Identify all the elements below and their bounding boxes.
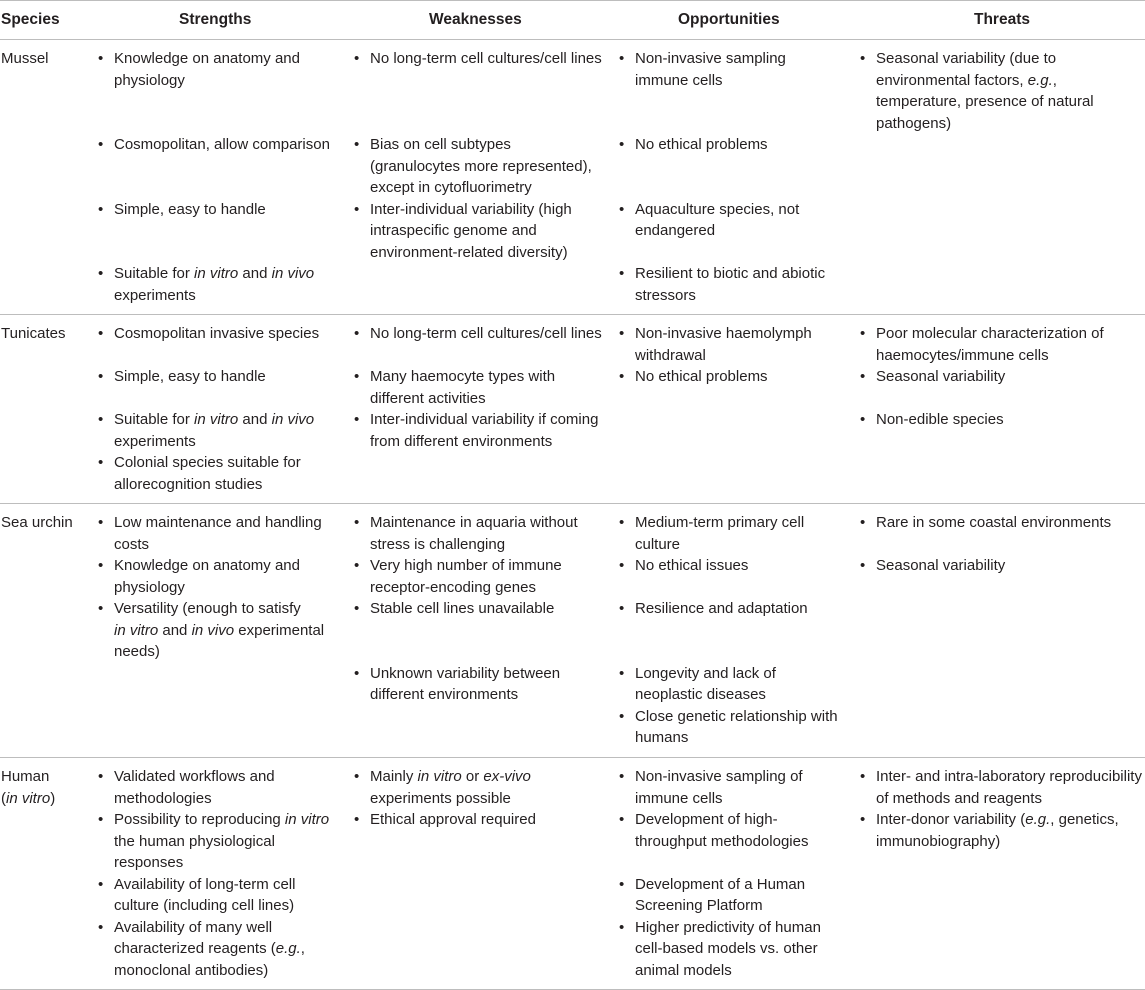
header-rule (0, 39, 1145, 40)
strengths-item (98, 263, 314, 306)
opportunities-item (619, 598, 808, 620)
strengths-item-text: Knowledge on anatomy and physiology (114, 557, 300, 596)
weaknesses-item-text: Unknown variability between different environments (370, 664, 561, 703)
opportunities-item-text: No ethical issues (635, 557, 749, 574)
header-weaknesses: Weaknesses (429, 11, 522, 28)
opportunities-item (619, 706, 838, 749)
weaknesses-item (354, 766, 531, 809)
bullet-icon: • (860, 557, 866, 574)
weaknesses-item (354, 555, 562, 598)
strengths-item (98, 766, 275, 809)
bullet-icon: • (619, 136, 625, 153)
bullet-icon: • (619, 875, 625, 893)
bullet-icon: • (860, 411, 866, 428)
opportunities-item (619, 663, 776, 706)
opportunities-item-text: Non-invasive haemolymph withdrawal (635, 325, 812, 364)
strengths-item (98, 809, 329, 874)
weaknesses-item-text: Inter-individual variability if coming from different environments (370, 411, 599, 450)
threats-item-text: Poor molecular characterization of haemocytes/immune cells (876, 325, 1104, 364)
table-top-rule (0, 0, 1145, 1)
header-strengths: Strengths (179, 11, 252, 28)
opportunities-item-text: Non-invasive sampling of immune cells (635, 768, 803, 807)
opportunities-item-text: Higher predictivity of human cell-based models vs. other animal models (635, 918, 821, 979)
weaknesses-item (354, 366, 555, 409)
species-cell: Sea urchin (1, 514, 73, 531)
bullet-icon: • (354, 811, 360, 828)
weaknesses-item (354, 323, 602, 345)
strengths-item-text: Simple, easy to handle (114, 368, 266, 385)
species-cell: Tunicates (1, 325, 66, 342)
bullet-icon: • (98, 875, 104, 893)
opportunities-item (619, 263, 825, 306)
strengths-item (98, 452, 301, 495)
strengths-item-text: Low maintenance and handling costs (114, 514, 322, 553)
bullet-icon: • (354, 600, 360, 617)
bullet-icon: • (98, 600, 104, 617)
weaknesses-item-text: Bias on cell subtypes (granulocytes more represented), except in cytofluorimetry (370, 136, 592, 196)
strengths-item (98, 917, 305, 982)
opportunities-item (619, 917, 821, 982)
bullet-icon: • (98, 411, 104, 428)
strengths-item (98, 134, 330, 156)
bullet-icon: • (860, 325, 866, 342)
threats-item-text: Seasonal variability (876, 368, 1006, 385)
bullet-icon: • (98, 136, 104, 153)
opportunities-item-text: Close genetic relationship with humans (635, 707, 838, 746)
threats-item (860, 809, 1119, 852)
bullet-icon: • (98, 768, 104, 785)
bullet-icon: • (619, 265, 625, 282)
weaknesses-item (354, 134, 592, 199)
bullet-icon: • (98, 50, 104, 67)
opportunities-item (619, 555, 748, 577)
bullet-icon: • (354, 325, 360, 342)
opportunities-item (619, 366, 768, 388)
strengths-item-text: Validated workflows and methodologies (114, 768, 275, 807)
weaknesses-item-text: Stable cell lines unavailable (370, 600, 555, 617)
bullet-icon: • (619, 707, 625, 725)
bullet-icon: • (98, 557, 104, 574)
strengths-item-text: Suitable for in vitro and in vivo experiments (114, 411, 315, 450)
bullet-icon: • (98, 265, 104, 282)
opportunities-item-text: Resilience and adaptation (635, 600, 808, 617)
opportunities-item-text: Aquaculture species, not endangered (635, 200, 800, 239)
bullet-icon: • (619, 200, 625, 218)
threats-item (860, 48, 1094, 134)
strengths-item (98, 199, 266, 221)
bullet-icon: • (354, 368, 360, 385)
bullet-icon: • (619, 50, 625, 67)
weaknesses-item (354, 663, 560, 706)
weaknesses-item-text: Ethical approval required (370, 811, 536, 828)
weaknesses-item (354, 809, 536, 831)
bullet-icon: • (619, 514, 625, 531)
threats-item-text: Rare in some coastal environments (876, 514, 1112, 531)
opportunities-item (619, 874, 805, 917)
strengths-item-text: Knowledge on anatomy and physiology (114, 50, 300, 89)
opportunities-item-text: Development of a Human Screening Platform (635, 875, 806, 914)
strengths-item (98, 555, 300, 598)
strengths-item (98, 512, 322, 555)
strengths-item-text: Cosmopolitan invasive species (114, 325, 320, 342)
bullet-icon: • (619, 918, 625, 936)
bullet-icon: • (860, 514, 866, 531)
bullet-icon: • (860, 368, 866, 385)
opportunities-item (619, 809, 808, 852)
weaknesses-item-text: Maintenance in aquaria without stress is challenging (370, 514, 578, 553)
bullet-icon: • (98, 368, 104, 385)
strengths-item (98, 409, 314, 452)
opportunities-item-text: Non-invasive sampling immune cells (635, 50, 786, 89)
bullet-icon: • (98, 200, 104, 218)
weaknesses-item (354, 512, 578, 555)
bullet-icon: • (860, 50, 866, 67)
bullet-icon: • (354, 664, 360, 682)
threats-item-text: Non-edible species (876, 411, 1004, 428)
weaknesses-item-text: Many haemocyte types with different activities (370, 368, 556, 407)
strengths-item-text: Colonial species suitable for allorecognition studies (114, 454, 301, 493)
weaknesses-item-text: Inter-individual variability (high intraspecific genome and environment-related diversity) (370, 200, 572, 261)
bullet-icon: • (98, 514, 104, 531)
row-rule (0, 757, 1145, 758)
bullet-icon: • (354, 50, 360, 67)
opportunities-item-text: Development of high- throughput methodologies (635, 811, 809, 850)
bullet-icon: • (619, 325, 625, 342)
weaknesses-item-text: Mainly in vitro or ex-vivo experiments possible (370, 768, 531, 807)
strengths-item (98, 48, 300, 91)
bullet-icon: • (619, 768, 625, 785)
opportunities-item-text: Resilient to biotic and abiotic stressors (635, 265, 826, 304)
header-threats: Threats (974, 11, 1030, 28)
strengths-item-text: Availability of many well characterized reagents (e.g., monoclonal antibodies) (114, 918, 305, 979)
strengths-item-text: Simple, easy to handle (114, 200, 266, 218)
row-rule (0, 503, 1145, 504)
weaknesses-item-text: No long-term cell cultures/cell lines (370, 50, 602, 67)
strengths-item-text: Possibility to reproducing in vitro the human physiological responses (114, 811, 330, 871)
threats-item (860, 512, 1111, 534)
bullet-icon: • (354, 557, 360, 574)
weaknesses-item (354, 409, 598, 452)
species-cell: Mussel (1, 50, 49, 67)
weaknesses-item (354, 199, 572, 264)
weaknesses-item (354, 48, 602, 70)
threats-item (860, 366, 1005, 388)
strengths-item (98, 598, 324, 663)
threats-item-text: Inter- and intra-laboratory reproducibility of methods and reagents (876, 768, 1142, 807)
threats-item (860, 766, 1142, 809)
header-opportunities: Opportunities (678, 11, 780, 28)
strengths-item (98, 874, 295, 917)
threats-item-text: Seasonal variability (due to environmental factors, e.g., temperature, presence of natural pathogens) (876, 50, 1094, 132)
bullet-icon: • (619, 557, 625, 574)
strengths-item-text: Availability of long-term cell culture (including cell lines) (114, 875, 296, 914)
bullet-icon: • (860, 768, 866, 785)
weaknesses-item-text: No long-term cell cultures/cell lines (370, 325, 602, 342)
weaknesses-item-text: Very high number of immune receptor-encoding genes (370, 557, 562, 596)
strengths-item-text: Cosmopolitan, allow comparison (114, 136, 330, 153)
bullet-icon: • (98, 918, 104, 936)
bullet-icon: • (619, 600, 625, 617)
bullet-icon: • (98, 454, 104, 471)
weaknesses-item (354, 598, 554, 620)
bullet-icon: • (860, 811, 866, 828)
opportunities-item-text: Medium-term primary cell culture (635, 514, 805, 553)
opportunities-item (619, 512, 804, 555)
bullet-icon: • (354, 136, 360, 153)
opportunities-item (619, 323, 812, 366)
opportunities-item (619, 766, 803, 809)
threats-item (860, 555, 1005, 577)
threats-item-text: Seasonal variability (876, 557, 1006, 574)
threats-item (860, 323, 1104, 366)
bullet-icon: • (354, 768, 360, 785)
bullet-icon: • (354, 200, 360, 218)
threats-item (860, 409, 1004, 431)
bullet-icon: • (619, 368, 625, 385)
threats-item-text: Inter-donor variability (e.g., genetics, immunobiography) (876, 811, 1119, 850)
opportunities-item-text: Longevity and lack of neoplastic diseases (635, 664, 776, 703)
header-species: Species (1, 11, 60, 28)
bullet-icon: • (354, 411, 360, 428)
species-cell: Human (in vitro) (1, 768, 56, 807)
opportunities-item (619, 48, 786, 91)
bullet-icon: • (619, 811, 625, 828)
strengths-item (98, 323, 319, 345)
opportunities-item-text: No ethical problems (635, 368, 768, 385)
strengths-item-text: Versatility (enough to satisfy in vitro and in vivo experimental needs) (114, 600, 325, 660)
opportunities-item (619, 199, 799, 242)
row-rule (0, 314, 1145, 315)
opportunities-item-text: No ethical problems (635, 136, 768, 153)
strengths-item (98, 366, 266, 388)
bullet-icon: • (98, 811, 104, 828)
opportunities-item (619, 134, 768, 156)
bullet-icon: • (619, 664, 625, 682)
strengths-item-text: Suitable for in vitro and in vivo experiments (114, 265, 315, 304)
bullet-icon: • (354, 514, 360, 531)
bullet-icon: • (98, 325, 104, 342)
